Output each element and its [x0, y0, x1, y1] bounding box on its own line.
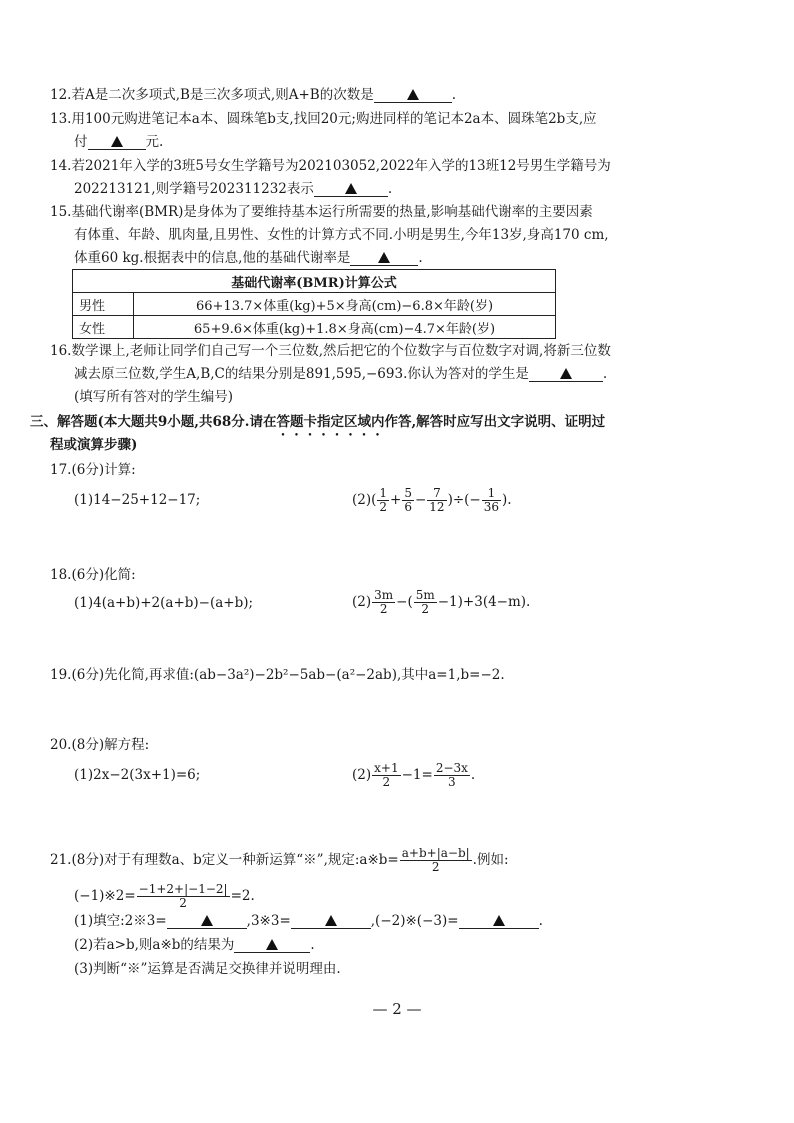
fraction: $\frac{-1+2+|-1-2|}{2}$ [138, 882, 228, 910]
question-18-part2: (2) $\frac{3m}{2}$ −( $\frac{5m}{2}$ −1)+3(4−m). [352, 588, 531, 616]
answer-blank[interactable] [459, 914, 539, 929]
triangle-icon [560, 368, 572, 379]
question-17-part1: (1)14−25+12−17; [74, 492, 201, 508]
answer-blank[interactable] [529, 367, 603, 382]
question-17-part2: (2)( $\frac{1}{2}$ + $\frac{5}{6}$ − $\frac{7}{12}$ )÷(− $\frac{1}{36}$ ). [352, 486, 512, 514]
fraction: $\frac{a+b+|a-b|}{2}$ [401, 846, 470, 874]
fraction: $\frac{5}{6}$ [404, 486, 412, 514]
table-row: 男性 66+13.7×体重(kg)+5×身高(cm)−6.8×年龄(岁) [73, 293, 556, 316]
question-17-head: 17.(6分)计算: [50, 462, 136, 478]
question-15-line3: 体重60 kg.根据表中的信息,他的基础代谢率是 . [74, 250, 423, 266]
question-20-head: 20.(8分)解方程: [50, 737, 150, 753]
question-15-line2: 有体重、年龄、肌肉量,且男性、女性的计算方式不同.小明是男生,今年13岁,身高170 cm, [74, 227, 609, 243]
question-21-part3: (3)判断“※”运算是否满足交换律并说明理由. [74, 961, 341, 977]
triangle-icon [201, 915, 213, 926]
question-21-example: (−1)※2= $\frac{-1+2+|-1-2|}{2}$ =2. [74, 882, 255, 910]
fraction: $\frac{2-3x}{3}$ [435, 761, 468, 789]
fraction: $\frac{x+1}{2}$ [374, 761, 399, 789]
section-3-heading-line2: 程或演算步骤) [50, 437, 138, 453]
question-18-part1: (1)4(a+b)+2(a+b)−(a+b); [74, 595, 254, 611]
question-18-head: 18.(6分)化简: [50, 567, 136, 583]
answer-blank[interactable] [374, 88, 452, 103]
fraction: $\frac{1}{36}$ [483, 486, 500, 514]
question-20-part1: (1)2x−2(3x+1)=6; [74, 767, 201, 783]
question-14-line1: 14.若2021年入学的3班5号女生学籍号为202103052,2022年入学的13班12号男生学籍号为 [50, 158, 611, 174]
triangle-icon [493, 915, 505, 926]
fraction: $\frac{5m}{2}$ [415, 588, 435, 616]
question-13-line2: 付 元. [74, 134, 164, 150]
question-15-line1: 15.基础代谢率(BMR)是身体为了要维持基本运行所需要的热量,影响基础代谢率的主要因素 [50, 204, 593, 220]
table-title: 基础代谢率(BMR)计算公式 [73, 270, 556, 293]
fraction: $\frac{7}{12}$ [429, 486, 445, 514]
answer-blank[interactable] [314, 182, 388, 197]
fraction: $\frac{1}{2}$ [379, 486, 388, 514]
answer-blank[interactable] [167, 914, 247, 929]
answer-blank[interactable] [350, 251, 418, 266]
triangle-icon [378, 252, 390, 263]
question-16-line3: (填写所有答对的学生编号) [74, 389, 234, 405]
question-21-part2: (2)若a>b,则a※b的结果为 . [74, 937, 315, 953]
triangle-icon [325, 915, 337, 926]
question-21-part1: (1)填空:2※3= ,3※3= ,(−2)※(−3)= . [74, 913, 543, 929]
question-13-line1: 13.用100元购进笔记本a本、圆珠笔b支,找回20元;购进同样的笔记本2a本、圆珠笔2b支,应 [50, 111, 597, 127]
page-number: — 2 — [372, 1000, 422, 1018]
answer-blank[interactable] [234, 938, 310, 953]
triangle-icon [345, 183, 357, 194]
question-12: 12.若A是二次多项式,B是三次多项式,则A+B的次数是 . [50, 87, 456, 103]
bmr-formula-table [72, 269, 556, 339]
triangle-icon [266, 939, 278, 950]
triangle-icon [407, 89, 419, 100]
question-16-line1: 16.数学课上,老师让同学们自己写一个三位数,然后把它的个位数字与百位数字对调,将新三位数 [50, 343, 611, 359]
question-16-line2: 减去原三位数,学生A,B,C的结果分别是891,595,−693.你认为答对的学生是 . [74, 366, 608, 382]
answer-blank[interactable] [291, 914, 371, 929]
question-20-part2: (2) $\frac{x+1}{2}$ −1= $\frac{2-3x}{3}$ . [352, 761, 476, 789]
fraction: $\frac{3m}{2}$ [374, 588, 394, 616]
table-row: 女性 65+9.6×体重(kg)+1.8×身高(cm)−4.7×年龄(岁) [73, 316, 556, 339]
answer-blank[interactable] [88, 135, 146, 150]
triangle-icon [111, 136, 123, 147]
question-19: 19.(6分)先化简,再求值:(ab−3a²)−2b²−5ab−(a²−2ab),其中a=1,b=−2. [50, 667, 505, 683]
question-14-line2: 202213121,则学籍号202311232表示 . [74, 181, 393, 197]
section-3-heading: 三、解答题(本大题共9小题,共68分.请在答题卡指定区域内作答,解答时应写出文字说明、证明过 [30, 414, 606, 430]
question-21-head: 21.(8分)对于有理数a、b定义一种新运算“※”,规定:a※b= $\frac{a+b+|a-b|}{2}$ .例如: [50, 846, 509, 874]
